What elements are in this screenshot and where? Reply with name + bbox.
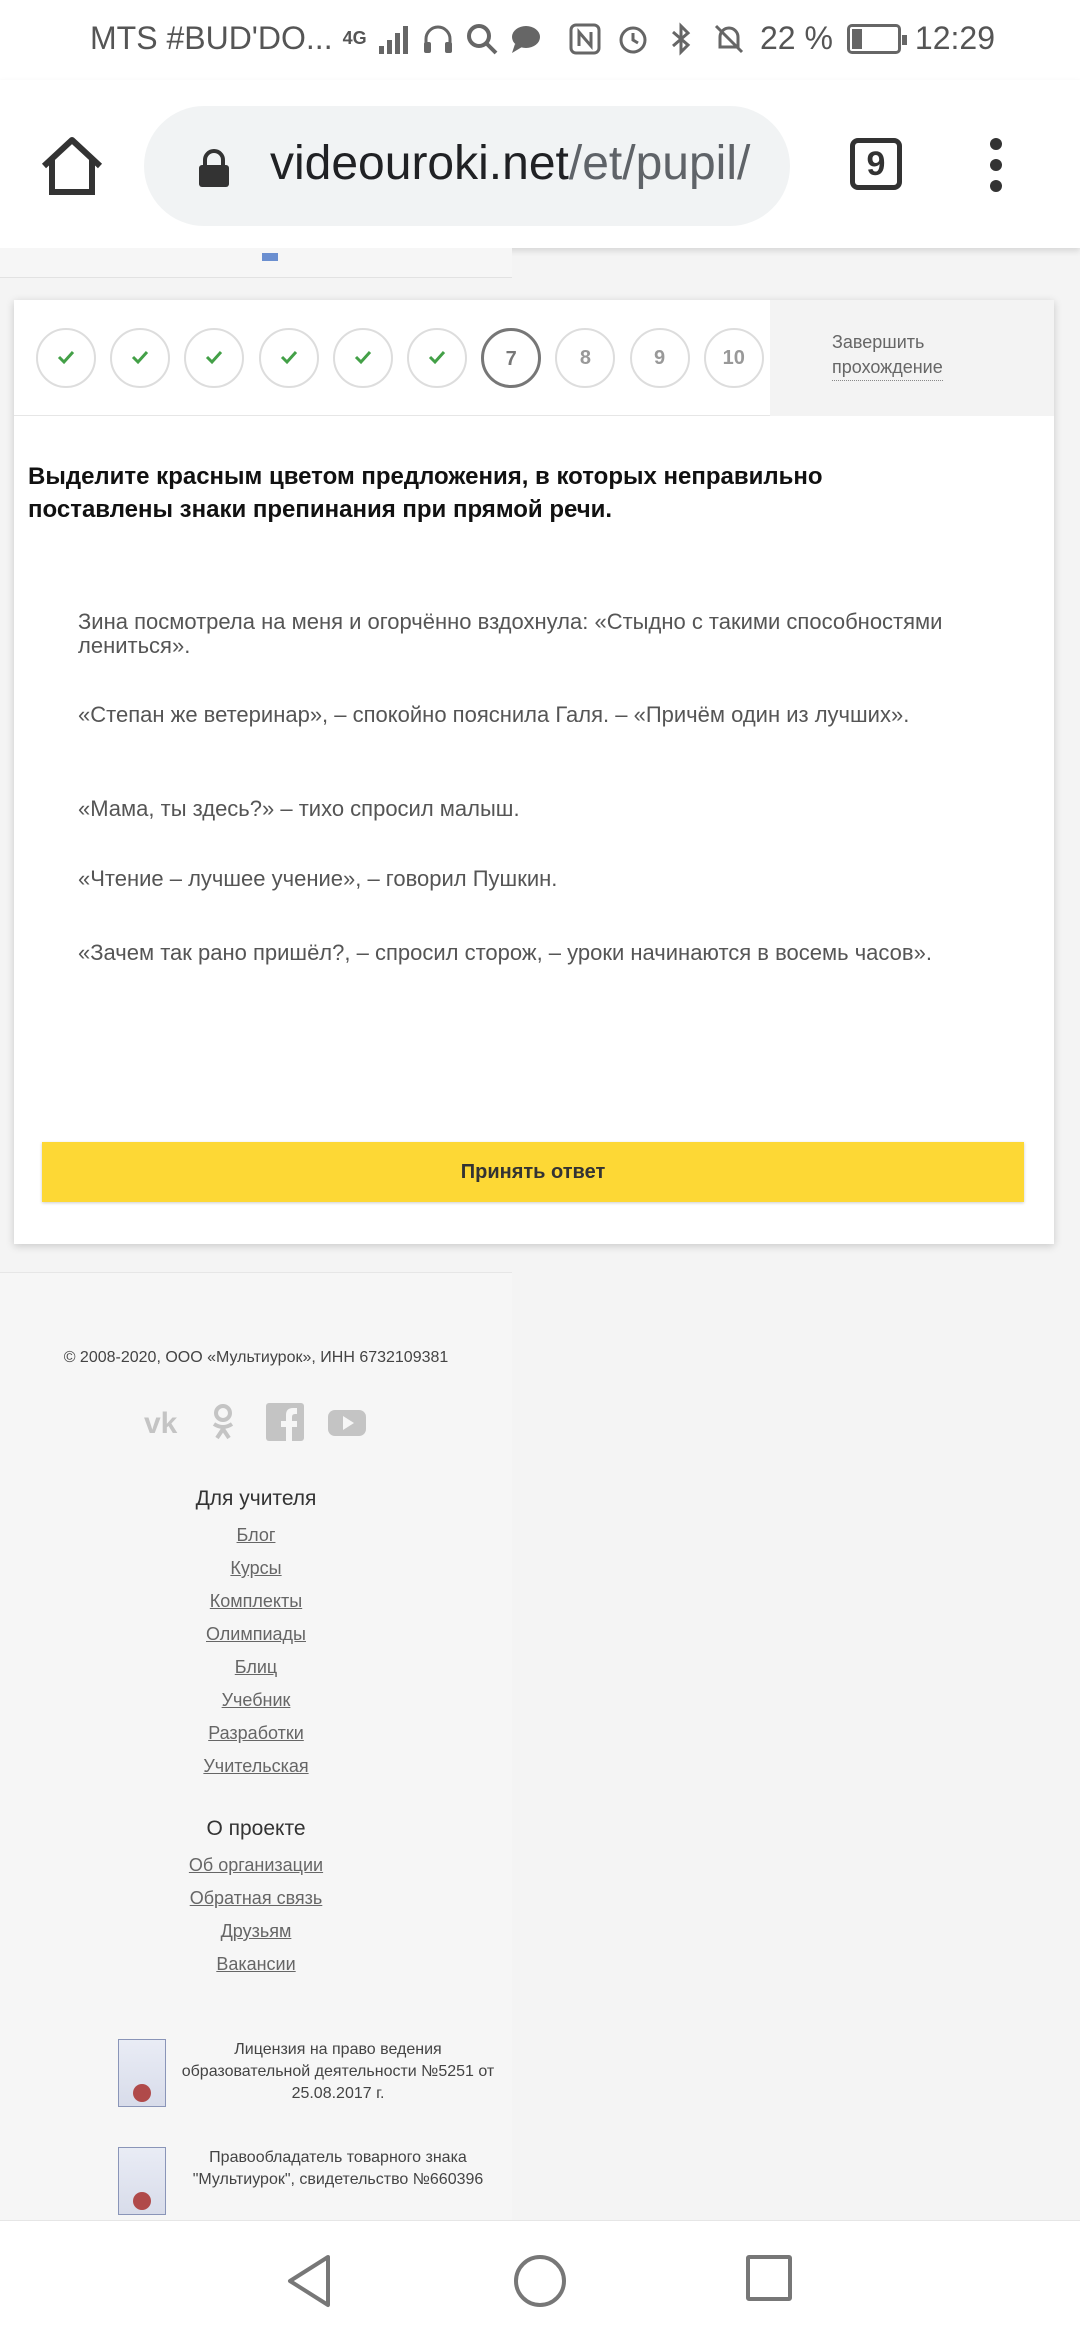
status-right bbox=[568, 20, 995, 57]
mute-icon bbox=[712, 22, 746, 56]
status-bar bbox=[0, 0, 1080, 80]
url-text[interactable] bbox=[270, 136, 750, 191]
browser-toolbar bbox=[0, 80, 1080, 248]
social-links bbox=[142, 1403, 366, 1441]
question-nav-6[interactable] bbox=[407, 328, 467, 388]
check-icon bbox=[56, 349, 76, 365]
finish-panel bbox=[770, 300, 1054, 416]
question-nav-4[interactable] bbox=[259, 328, 319, 388]
footer-link-kits[interactable]: Комплекты bbox=[209, 1591, 303, 1611]
trademark-certificate-image[interactable] bbox=[118, 2147, 166, 2215]
recents-icon[interactable] bbox=[746, 2255, 792, 2301]
facebook-icon[interactable] bbox=[266, 1403, 304, 1441]
question-nav-8[interactable]: 8 bbox=[555, 328, 615, 388]
check-icon bbox=[130, 349, 150, 365]
footer-link-vacancies[interactable]: Вакансии bbox=[216, 1954, 296, 1974]
license-block bbox=[118, 2039, 498, 2109]
back-icon[interactable] bbox=[284, 2251, 334, 2316]
footer-link-textbook[interactable]: Учебник bbox=[221, 1690, 291, 1710]
bluetooth-icon bbox=[664, 22, 698, 56]
url-path: /et/pupil/ bbox=[568, 137, 751, 190]
finish-test-link[interactable] bbox=[832, 330, 943, 381]
project-section-title: О проекте bbox=[206, 1817, 306, 1840]
check-icon bbox=[279, 349, 299, 365]
vk-icon[interactable] bbox=[142, 1403, 180, 1441]
menu-icon[interactable] bbox=[986, 138, 1006, 198]
system-nav-bar bbox=[0, 2220, 1080, 2340]
sentence-option-2[interactable]: «Степан же ветеринар», – спокойно пояснила Галя. – «Причём один из лучших». bbox=[78, 702, 910, 727]
question-nav-1[interactable] bbox=[36, 328, 96, 388]
question-nav-7[interactable]: 7 bbox=[481, 328, 541, 388]
footer-link-blog[interactable]: Блог bbox=[236, 1525, 276, 1545]
status-left bbox=[90, 20, 543, 57]
address-bar[interactable] bbox=[144, 106, 790, 226]
license-text: Лицензия на право ведения образовательной деятельности №5251 от 25.08.2017 г. bbox=[181, 2041, 495, 2102]
cropped-link-fragment bbox=[262, 248, 452, 256]
sentence-option-3[interactable]: «Мама, ты здесь?» – тихо спросил малыш. bbox=[78, 796, 520, 821]
finish-line-2: прохождение bbox=[832, 357, 943, 377]
teacher-section-title: Для учителя bbox=[195, 1487, 317, 1510]
nfc-icon bbox=[568, 22, 602, 56]
search-icon bbox=[465, 22, 499, 56]
trademark-block bbox=[118, 2147, 498, 2217]
submit-answer-button[interactable]: Принять ответ bbox=[42, 1142, 1024, 1202]
question-nav-10[interactable]: 10 bbox=[704, 328, 764, 388]
footer-link-olympiads[interactable]: Олимпиады bbox=[206, 1624, 306, 1644]
footer-link-about[interactable]: Об организации bbox=[188, 1855, 324, 1875]
check-icon bbox=[427, 349, 447, 365]
check-icon bbox=[353, 349, 373, 365]
question-navigator bbox=[14, 300, 1054, 416]
svg-text:vk: vk bbox=[144, 1407, 178, 1440]
signal-icon bbox=[377, 22, 411, 56]
youtube-icon[interactable] bbox=[328, 1403, 366, 1441]
trademark-text: Правообладатель товарного знака "Мультиурок", свидетельство №660396 bbox=[192, 2149, 484, 2188]
sentence-option-1[interactable]: Зина посмотрела на меня и огорчённо вздохнула: «Стыдно с такими способностями лениться». bbox=[78, 609, 943, 658]
site-footer bbox=[0, 1272, 512, 2220]
footer-link-feedback[interactable]: Обратная связь bbox=[189, 1888, 323, 1908]
check-icon bbox=[204, 349, 224, 365]
sentence-option-4[interactable]: «Чтение – лучшее учение», – говорил Пушкин. bbox=[78, 866, 558, 891]
carrier-name: MTS #BUD'DO... bbox=[90, 20, 333, 56]
battery-icon bbox=[847, 24, 901, 54]
clock: 12:29 bbox=[914, 20, 995, 56]
question-nav-5[interactable] bbox=[333, 328, 393, 388]
tabs-icon[interactable]: 9 bbox=[850, 138, 902, 190]
url-domain: videouroki.net bbox=[270, 137, 569, 190]
chat-icon bbox=[509, 22, 543, 56]
home-circle-icon[interactable] bbox=[514, 2255, 566, 2307]
page-header-strip bbox=[0, 248, 512, 278]
question-text: Выделите красным цветом предложения, в которых неправильно поставлены знаки препинания при прямой речи. bbox=[28, 463, 823, 523]
footer-link-teachers-room[interactable]: Учительская bbox=[203, 1756, 309, 1776]
quiz-card bbox=[14, 300, 1054, 1244]
license-certificate-image[interactable] bbox=[118, 2039, 166, 2107]
network-type: 4G bbox=[342, 28, 367, 48]
copyright-text: © 2008-2020, ООО «Мультиурок», ИНН 6732109381 bbox=[63, 1349, 449, 1366]
lock-icon bbox=[196, 148, 232, 188]
question-nav-9[interactable]: 9 bbox=[630, 328, 690, 388]
footer-link-friends[interactable]: Друзьям bbox=[220, 1921, 292, 1941]
odnoklassniki-icon[interactable] bbox=[204, 1403, 242, 1441]
sentence-option-5[interactable]: «Зачем так рано пришёл?, – спросил сторож, – уроки начинаются в восемь часов». bbox=[78, 940, 932, 965]
question-nav-2[interactable] bbox=[110, 328, 170, 388]
headphones-icon bbox=[421, 22, 455, 56]
footer-link-blitz[interactable]: Блиц bbox=[234, 1657, 278, 1677]
alarm-icon bbox=[616, 22, 650, 56]
home-icon[interactable] bbox=[38, 132, 106, 200]
finish-line-1: Завершить bbox=[832, 332, 925, 352]
battery-percent: 22 % bbox=[759, 20, 833, 56]
footer-link-courses[interactable]: Курсы bbox=[230, 1558, 282, 1578]
footer-link-materials[interactable]: Разработки bbox=[208, 1723, 304, 1743]
question-nav-3[interactable] bbox=[184, 328, 244, 388]
battery-level bbox=[852, 29, 862, 49]
